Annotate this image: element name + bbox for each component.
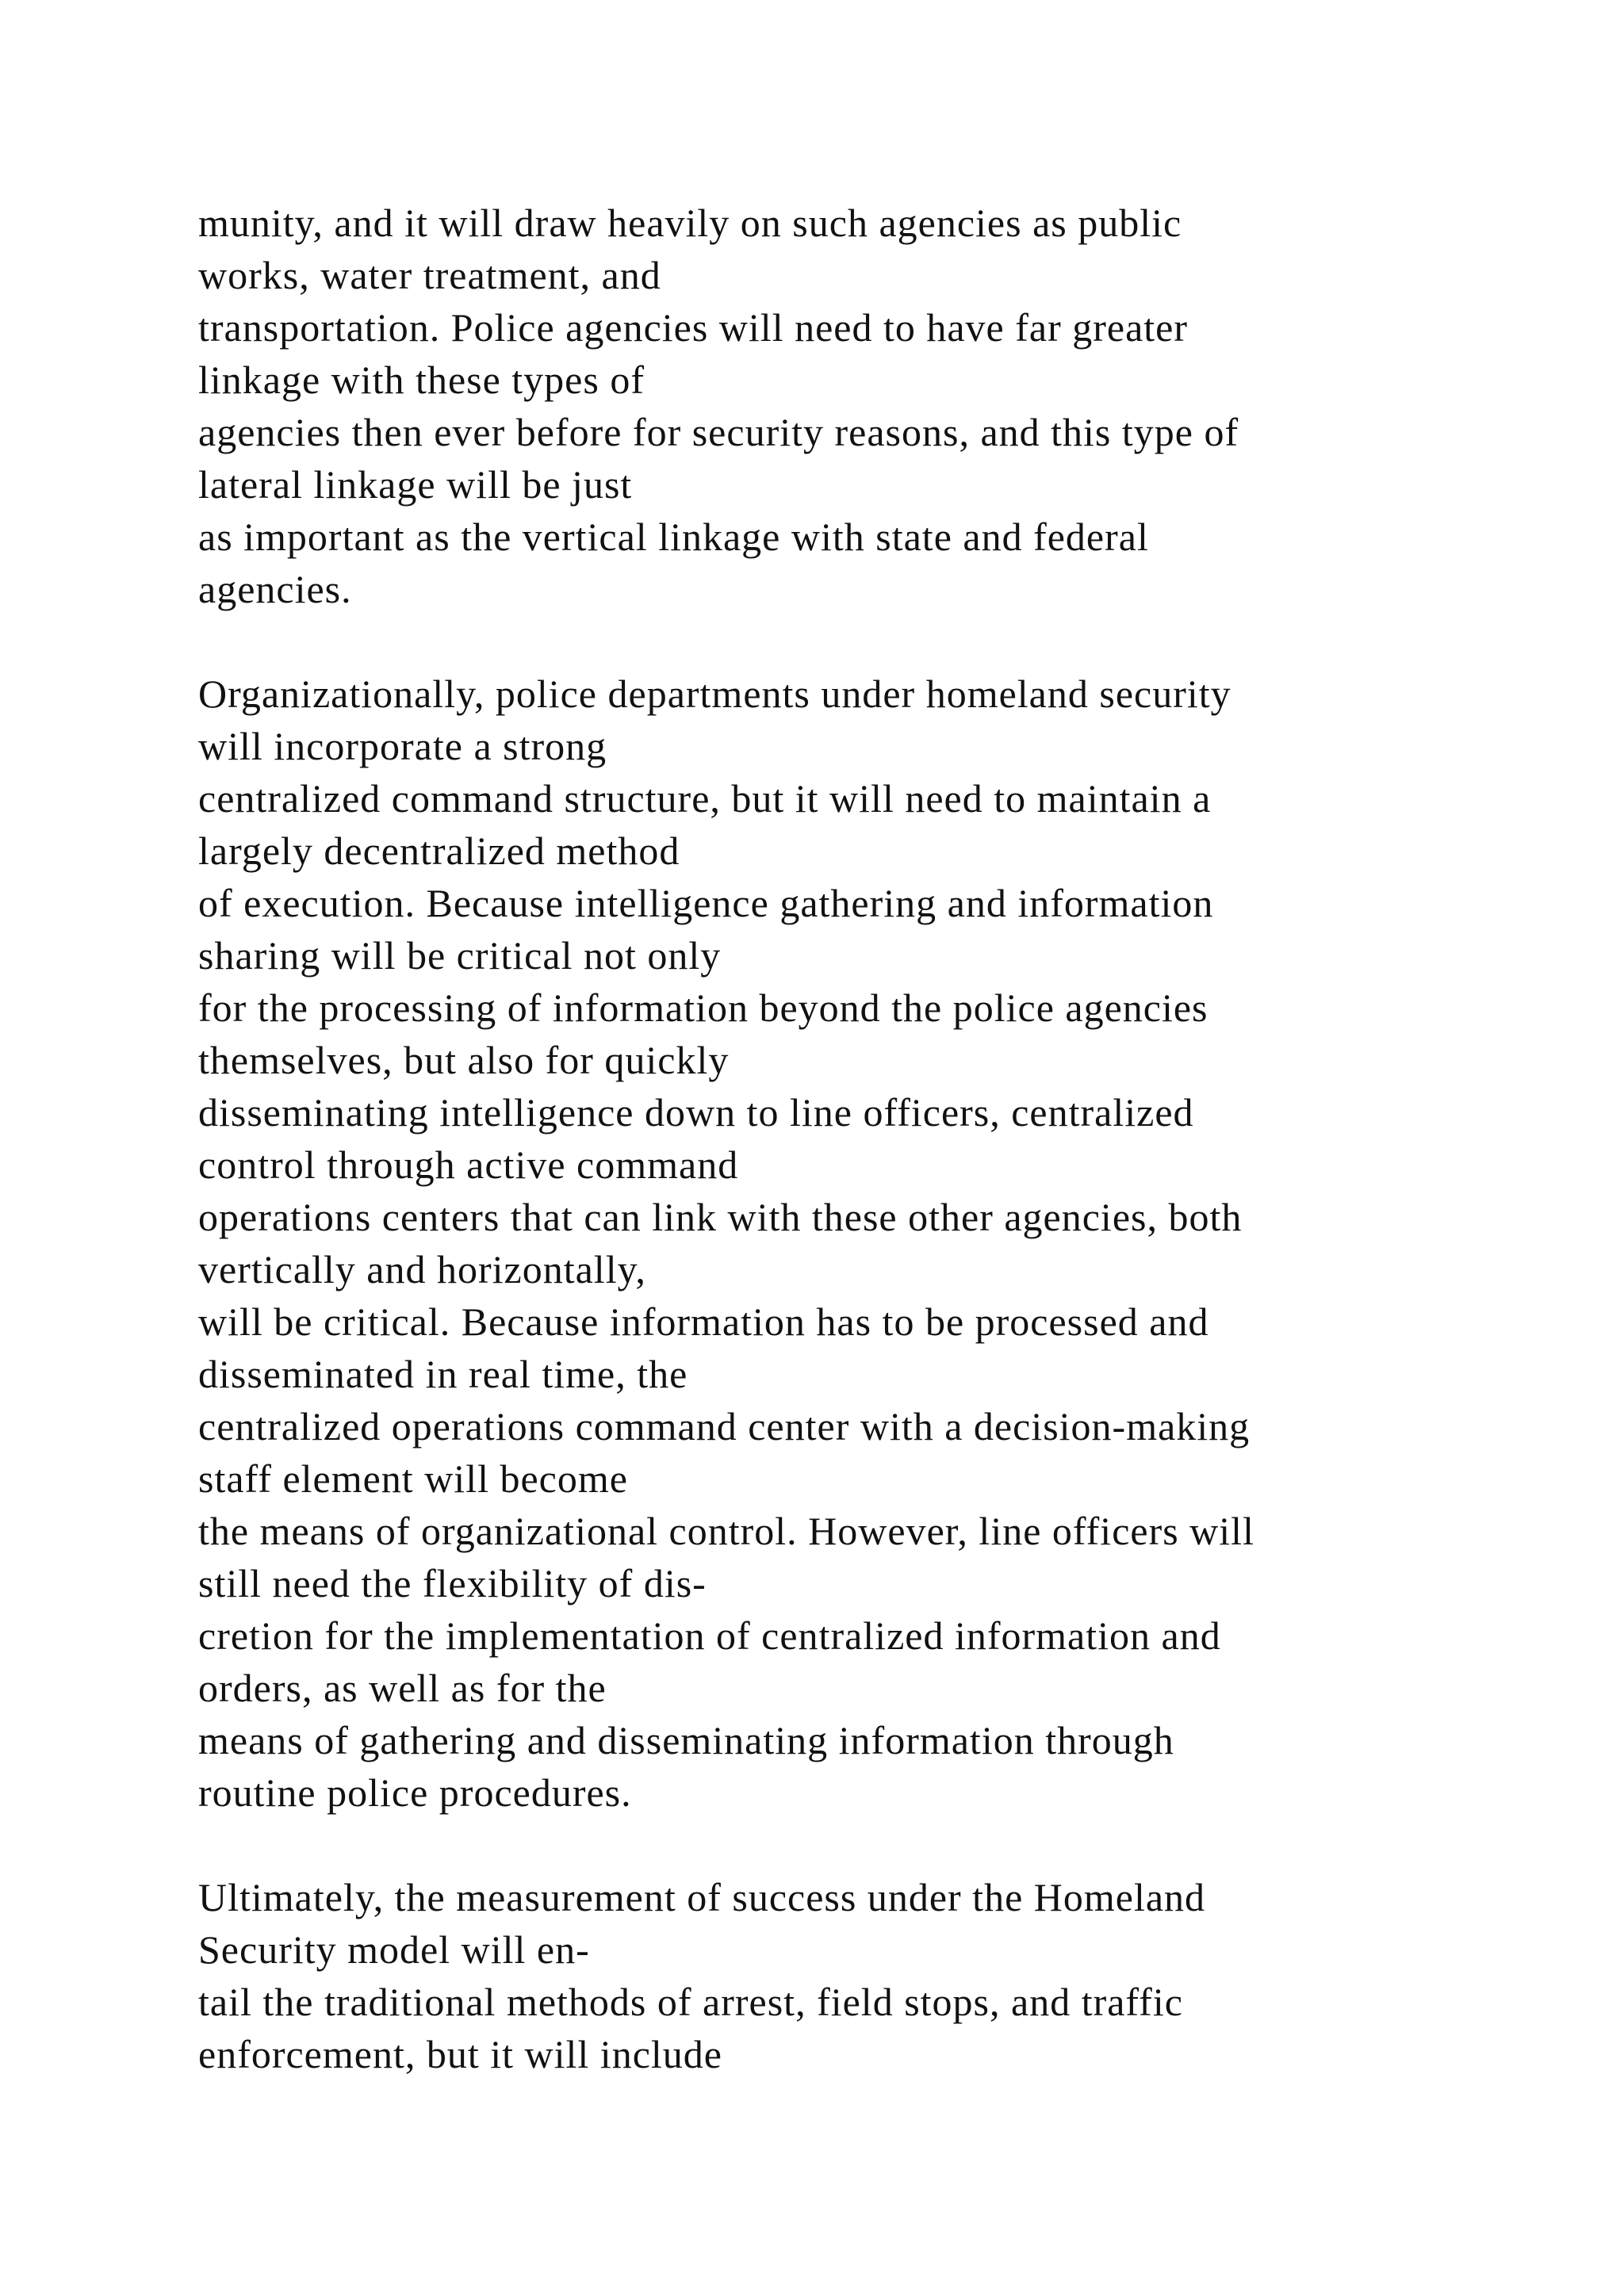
text-line: enforcement, but it will include: [198, 2032, 722, 2076]
text-line: transportation. Police agencies will need to have far greater: [198, 305, 1189, 350]
text-line: Ultimately, the measurement of success under the Homeland: [198, 1875, 1206, 1919]
text-line: of execution. Because intelligence gathering and information: [198, 881, 1214, 925]
text-line: control through active command: [198, 1142, 739, 1187]
paragraph-2: [198, 668, 1507, 1819]
text-line: works, water treatment, and: [198, 253, 661, 297]
text-line: will be critical. Because information has to be processed and: [198, 1299, 1209, 1344]
text-line: agencies then ever before for security reasons, and this type of: [198, 410, 1239, 454]
text-line: tail the traditional methods of arrest, field stops, and traffic: [198, 1980, 1183, 2024]
paragraph-spacer: [198, 615, 1507, 668]
body-text: [198, 197, 1507, 2080]
text-line: munity, and it will draw heavily on such agencies as public: [198, 201, 1182, 245]
paragraph-spacer: [198, 1819, 1507, 1871]
text-line: sharing will be critical not only: [198, 933, 722, 978]
text-line: operations centers that can link with these other agencies, both: [198, 1195, 1243, 1239]
paragraph-3: [198, 1871, 1507, 2080]
paragraph-1: [198, 197, 1507, 615]
text-line: lateral linkage will be just: [198, 462, 633, 507]
text-line: as important as the vertical linkage with state and federal: [198, 515, 1149, 559]
text-line: centralized command structure, but it will need to maintain a: [198, 776, 1212, 821]
text-line: staff element will become: [198, 1456, 628, 1501]
text-line: largely decentralized method: [198, 828, 680, 873]
text-line: themselves, but also for quickly: [198, 1038, 730, 1082]
text-line: Organizationally, police departments under homeland security: [198, 672, 1231, 716]
text-line: agencies.: [198, 567, 352, 611]
text-line: the means of organizational control. However, line officers will: [198, 1509, 1254, 1553]
text-line: Security model will en-: [198, 1927, 590, 1972]
text-line: disseminated in real time, the: [198, 1352, 688, 1396]
text-line: orders, as well as for the: [198, 1666, 607, 1710]
text-line: centralized operations command center with a decision-making: [198, 1404, 1251, 1448]
text-line: vertically and horizontally,: [198, 1247, 646, 1292]
text-line: will incorporate a strong: [198, 724, 607, 768]
text-line: for the processing of information beyond the police agencies: [198, 985, 1208, 1030]
text-line: routine police procedures.: [198, 1770, 632, 1815]
text-line: disseminating intelligence down to line officers, centralized: [198, 1090, 1194, 1135]
text-line: cretion for the implementation of centralized information and: [198, 1613, 1221, 1658]
text-line: means of gathering and disseminating information through: [198, 1718, 1174, 1762]
text-line: still need the flexibility of dis-: [198, 1561, 707, 1605]
text-line: linkage with these types of: [198, 358, 645, 402]
